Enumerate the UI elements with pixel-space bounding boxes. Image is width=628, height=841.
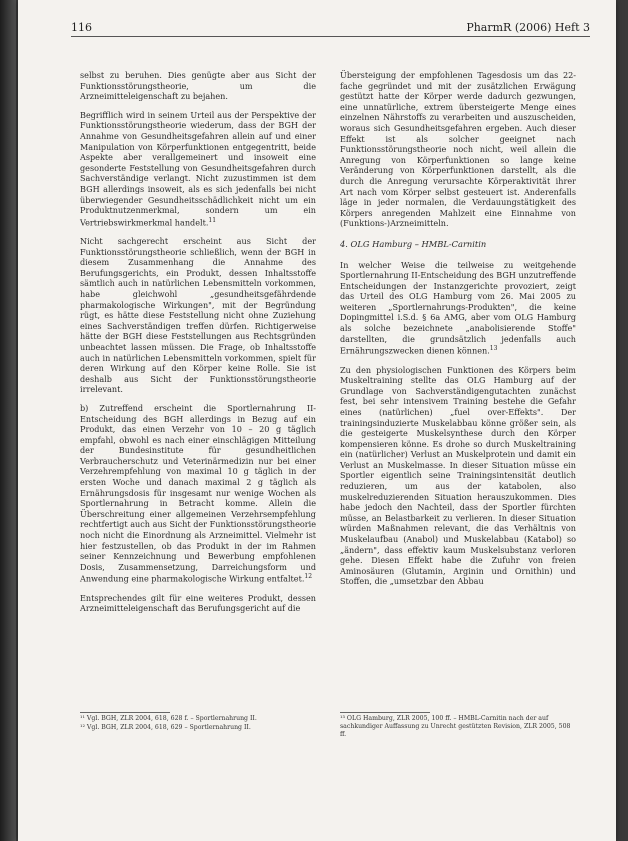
paragraph: Entsprechendes gilt für eine weiteres Produkt, dessen Arzneimitteleigenschaft das Berufungsgericht auf die	[80, 592, 316, 614]
paragraph: Begrifflich wird in seinem Urteil aus der Perspektive der Funktionsstörungstheorie wiederum, dass der BGH der Annahme von Gesundheitsgefahren allein auf und einer Manipulation von Körperfunktionen entgegentritt, beide Aspekte aber verallgemeinert und insoweit eine gesonderte Feststellung von Gesundheitsgefahren durch Sachverständige verlangt. Nicht zuzustimmen ist dem BGH allerdings insoweit, als es sich jedenfalls bei nicht überwiegender Gesundheitsschädlichkeit nicht um ein Produktnutzenmerkmal, sondern um ein Vertriebswirkmerkmal handelt.$^{11}$	[80, 109, 316, 228]
footnote: ¹¹ Vgl. BGH, ZLR 2004, 618, 628 f. – Sportlernahrung II.	[80, 715, 257, 722]
page-number: 116	[71, 21, 92, 34]
footnote-ref: 13	[489, 345, 498, 353]
document-page	[18, 0, 616, 841]
header-rule	[71, 36, 590, 37]
footnote: ¹² Vgl. BGH, ZLR 2004, 618, 629 – Sportlernahrung II.	[80, 724, 251, 731]
footnote-rule	[80, 712, 170, 713]
paragraph: Nicht sachgerecht erscheint aus Sicht der Funktionsstörungstheorie schließlich, wenn der BGH in diesem Zusammenhang die Annahme des Berufungsgerichts, ein Produkt, dessen Inhaltsstoffe sämtlich auch in natürlichen Lebensmitteln vorkommen, habe gleichwohl „gesundheitsgefährdende pharmakologische Wirkungen", mit der Begründung rügt, es hätte diese Feststellung nicht ohne Zuziehung eines Sachverständigen treffen dürfen. Richtigerweise hätte der BGH diese Feststellungen aus Rechtsgründen unbeachtet lassen müssen. Die Frage, ob Inhaltsstoffe auch in natürlichen Lebensmitteln vorkommen, spielt für deren Wirkung auf den Körper keine Rolle. Sie ist deshalb aus Sicht der Funktionsstörungstheorie irrelevant.	[80, 236, 316, 395]
paragraph: selbst zu beruhen. Dies genügte aber aus Sicht der Funktionsstörungstheorie, um die Arzneimitteleigenschaft zu bejahen.	[80, 70, 316, 102]
paragraph: In welcher Weise die teilweise zu weitgehende Sportlernahrung II-Entscheidung des BGH unzutreffende Entscheidungen der Instanzgerichte provoziert, zeigt das Urteil des OLG Hamburg vom 26. Mai 2005 zu weiteren „Sportlernahrungs-Produkten", die keine Dopingmittel i.S.d. § 6a AMG, aber vom OLG Hamburg als solche bezeichnete „anabolisierende Stoffe" darstellten, die grundsätzlich jedenfalls auch Ernährungszwecken dienen können.$^{13}$	[340, 259, 576, 356]
left-column	[80, 70, 316, 622]
paragraph: Übersteigung der empfohlenen Tagesdosis um das 22-fache gegründet und mit der zusätzlichen Erwägung gestützt hatte der Körper werde dadurch gezwungen, eine unnatürliche, extrem übersteigerte Menge eines einzelnen Nährstoffs zu verarbeiten und auszuscheiden, woraus sich Gesundheitsgefahren ergeben. Auch dieser Effekt ist als solcher geeignet nach Funktionsstörungstheorie noch nicht, weil allein die Anregung von Körperfunktionen so lange keine Veränderung von Körperfunktionen darstellt, als die durch die Anregung verursachte Körperaktivität ihrer Art nach vom Körper selbst gesteuert ist. Anderenfalls läge in jeder normalen, die Verdauungstätigkeit des Körpers anregenden Mahlzeit eine Einnahme von (Funktions-)Arzneimitteln.	[340, 70, 576, 229]
footnotes-left	[80, 715, 316, 733]
journal-header: PharmR (2006) Heft 3	[466, 21, 590, 34]
footnote-rule	[340, 712, 430, 713]
footnote-ref: 12	[304, 573, 313, 581]
right-column	[340, 70, 576, 595]
paragraph: b) Zutreffend erscheint die Sportlernahrung II-Entscheidung des BGH allerdings in Bezug auf ein Produkt, das einen Verzehr von 10 – 20 g täglich empfahl, obwohl es nach einer einschlägigen Mitteilung der Bundesinstitute für gesundheitlichen Verbraucherschutz und Veterinärmedizin nur bei einer Verzehrempfehlung von maximal 10 g täglich in der ersten Woche und danach maximal 2 g täglich als Ernährungsdosis für insgesamt nur wenige Wochen als Sportlernahrung in Betracht komme. Allein die Überschreitung einer allgemeinen Verzehrsempfehlung rechtfertigt auch aus Sicht der Funktionsstörungstheorie noch nicht die Einordnung als Arzneimittel. Vielmehr ist hier festzustellen, ob das Produkt in der im Rahmen seiner Kennzeichnung und Bewerbung empfohlenen Dosis, Zusammensetzung, Darreichungsform und Anwendung eine pharmakologische Wirkung entfaltet.$^{12}$	[80, 402, 316, 585]
footnotes-right	[340, 715, 576, 740]
footnote-ref: 11	[208, 216, 217, 224]
footnote: ¹³ OLG Hamburg, ZLR 2005, 100 ff. – HMBL-Carnitin nach der auf sachkundiger Auffassung zu Unrecht gestützten Revision, ZLR 2005, 508 ff.	[340, 715, 571, 738]
section-heading: 4. OLG Hamburg – HMBL-Carnitin	[340, 238, 487, 249]
scan-edge-shadow	[0, 0, 16, 841]
paragraph: Zu den physiologischen Funktionen des Körpers beim Muskeltraining stellte das OLG Hamburg auf der Grundlage von Sachverständigengutachten zunächst fest, bei sehr intensivem Training bestehe die Gefahr eines (natürlichen) „fuel over-Effekts". Der trainingsinduzierte Muskelabbau könne größer sein, als die gesteigerte Muskelsynthese durch den Körper kompensieren könne. Es drohe so durch Muskeltraining ein (natürlicher) Verlust an Muskelprotein und damit ein Verlust an Muskelmasse. In dieser Situation müsse ein Sportler eigentlich seine Trainingsintensität deutlich reduzieren, um aus der katabolen, also muskelreduzierenden Situation herauszukommen. Dies habe jedoch den Nachteil, dass der Sportler fürchten müsse, an Belastbarkeit zu verlieren. In dieser Situation würden Maßnahmen relevant, die das Verhältnis von Muskelaufbau (Anabol) und Muskelabbau (Katabol) so „ändern", dass effektiv kaum Muskelsubstanz verloren gehe. Diesen Effekt habe die Zufuhr von freien Aminosäuren (Glutamin, Arginin und Ornithin) und Stoffen, die „umsetzbar den Abbau	[340, 364, 576, 587]
